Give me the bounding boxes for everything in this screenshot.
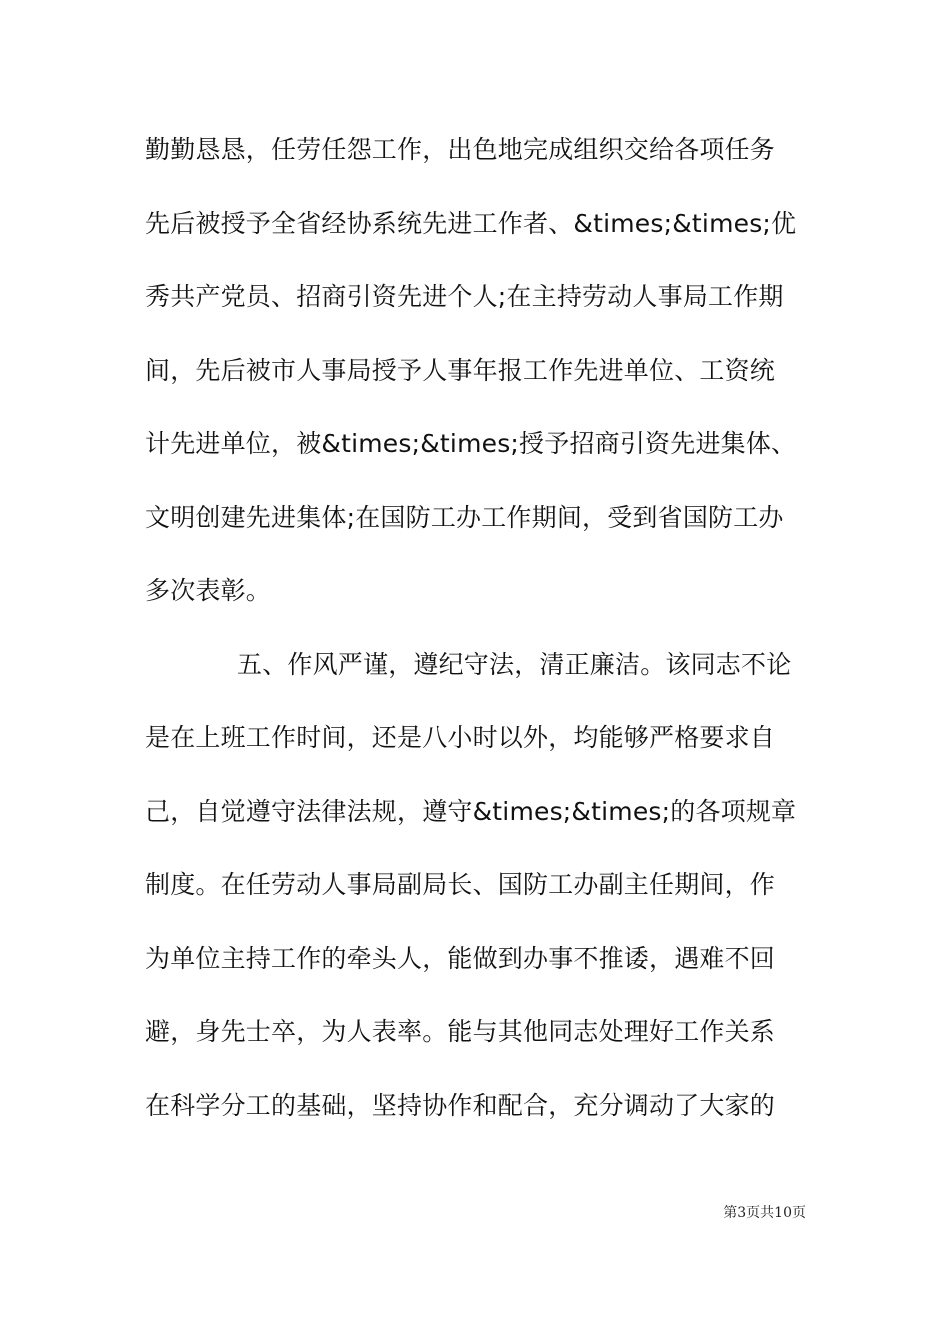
text-line: 秀共产党员、招商引资先进个人;在主持劳动人事局工作期 <box>145 282 784 311</box>
text-line: 勤勤恳恳，任劳任怨工作，出色地完成组织交给各项任务 <box>145 135 776 164</box>
text-line: 在科学分工的基础，坚持协作和配合，充分调动了大家的 <box>145 1090 776 1120</box>
text-line: 为单位主持工作的牵头人，能做到办事不推诿，遇难不回 <box>145 943 776 973</box>
page-number: 第3页共10页 <box>723 1205 806 1221</box>
text-line: 制度。在任劳动人事局副局长、国防工办副主任期间，作 <box>145 870 776 899</box>
text-line: 间，先后被市人事局授予人事年报工作先进单位、工资统 <box>145 355 776 385</box>
text-line: 是在上班工作时间，还是八小时以外，均能够严格要求自 <box>145 723 776 752</box>
text-line: 先后被授予全省经协系统先进工作者、&times;&times;优 <box>145 208 797 238</box>
body-text <box>145 122 810 1151</box>
text-line: 计先进单位，被&times;&times;授予招商引资先进集体、 <box>145 429 797 458</box>
text-line: 文明创建先进集体;在国防工办工作期间，受到省国防工办 <box>145 502 784 532</box>
section-heading-line: 五、作风严谨，遵纪守法，清正廉洁。该同志不论 <box>237 649 792 679</box>
text-line: 己，自觉遵守法律法规，遵守&times;&times;的各项规章 <box>145 796 797 826</box>
text-line: 多次表彰。 <box>145 576 272 605</box>
text-line: 避，身先士卒，为人表率。能与其他同志处理好工作关系 <box>145 1017 776 1046</box>
